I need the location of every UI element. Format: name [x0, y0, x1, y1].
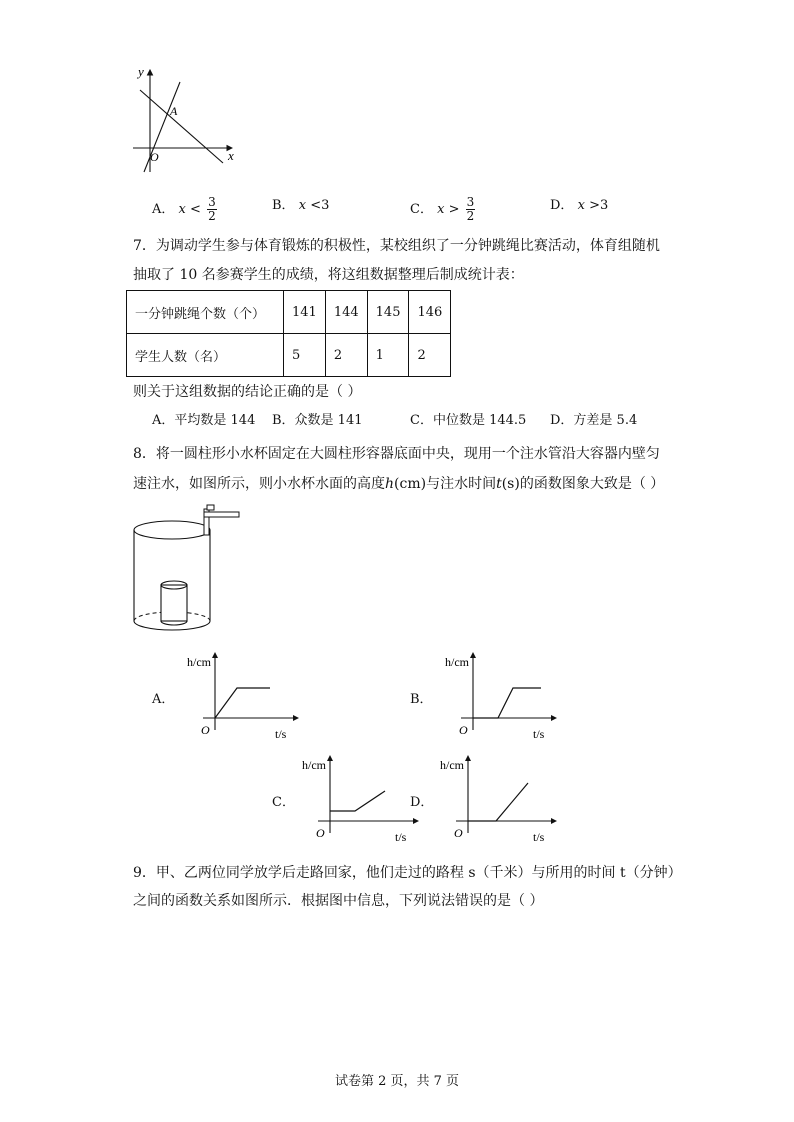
table-cell: 5	[284, 334, 326, 377]
q9-stem-line2: 之间的函数关系如图所示．根据图中信息，下列说法错误的是（ ）	[133, 893, 544, 909]
q6-option-b[interactable]: B． x <3	[272, 198, 330, 213]
y-axis-label: h/cm	[445, 655, 469, 669]
q6-option-a[interactable]: A． x < $\frac{3}{2}$	[152, 195, 216, 223]
table-header-cell: 一分钟跳绳个数（个）	[127, 291, 284, 334]
q6-coordinate-figure	[128, 60, 248, 175]
y-axis-label: h/cm	[302, 758, 326, 772]
x-axis-label: t/s	[533, 830, 545, 844]
x-axis-label: x	[228, 148, 234, 163]
origin-label: O	[150, 150, 159, 164]
y-axis-arrow	[470, 652, 476, 658]
q6-option-c[interactable]: C． x > $\frac{3}{2}$	[410, 195, 475, 223]
table-cell: 144	[325, 291, 367, 334]
function-line	[468, 783, 528, 821]
q7-option-c[interactable]: C．中位数是 144.5	[410, 413, 527, 428]
x-axis-label: t/s	[395, 830, 407, 844]
point-a-label: A	[170, 104, 178, 118]
fraction: $\frac{3}{2}$	[466, 195, 475, 223]
fraction: $\frac{3}{2}$	[208, 195, 216, 223]
q8-option-b-letter[interactable]: B．	[410, 692, 433, 707]
origin-label: O	[459, 723, 468, 737]
y-axis-arrow	[327, 755, 333, 761]
table-cell: 1	[367, 334, 409, 377]
y-axis-label: y	[138, 64, 144, 79]
origin-label: O	[201, 723, 210, 737]
table-row	[127, 334, 451, 377]
y-axis-arrow	[465, 755, 471, 761]
container-illustration	[125, 503, 250, 638]
table-cell: 2	[325, 334, 367, 377]
table-cell: 141	[284, 291, 326, 334]
origin-label: O	[454, 826, 463, 840]
origin-label: O	[316, 826, 325, 840]
x-axis-label: t/s	[533, 727, 545, 741]
q7-question: 则关于这组数据的结论正确的是（ ）	[133, 384, 362, 400]
table-cell: 146	[409, 291, 451, 334]
function-line	[330, 791, 385, 811]
q8-option-d-letter[interactable]: D．	[410, 795, 434, 810]
q8-option-a-letter[interactable]: A．	[152, 692, 175, 707]
q8-stem-line1: 8．将一圆柱形小水杯固定在大圆柱形容器底面中央，现用一个注水管沿大容器内壁匀	[133, 446, 660, 462]
y-axis-arrow	[212, 652, 218, 658]
table-cell: 145	[367, 291, 409, 334]
table-row	[127, 291, 451, 334]
q7-option-a[interactable]: A．平均数是 144	[152, 413, 256, 428]
function-line	[473, 688, 541, 718]
x-axis-arrow	[413, 818, 419, 824]
water-pipe	[204, 505, 239, 535]
q7-option-d[interactable]: D．方差是 5.4	[550, 413, 638, 428]
y-axis-label: h/cm	[440, 758, 464, 772]
q7-stats-table	[126, 290, 451, 377]
q7-option-b[interactable]: B．众数是 141	[272, 413, 363, 428]
q8-option-c-letter[interactable]: C．	[272, 795, 295, 810]
q6-option-d[interactable]: D． x >3	[550, 198, 609, 213]
table-header-cell: 学生人数（名）	[127, 334, 284, 377]
x-axis-arrow	[551, 818, 557, 824]
q8-graph-b[interactable]	[433, 650, 558, 745]
function-line	[215, 688, 270, 718]
y-axis-label: h/cm	[187, 655, 211, 669]
x-axis-label: t/s	[275, 727, 287, 741]
inner-cup	[161, 585, 187, 621]
q9-stem-line1: 9．甲、乙两位同学放学后走路回家，他们走过的路程 s（千米）与所用的时间 t（分钟）	[133, 865, 682, 881]
x-axis-arrow	[293, 715, 299, 721]
q7-stem-line2: 抽取了 10 名参赛学生的成绩，将这组数据整理后制成统计表：	[133, 267, 524, 283]
x-axis-arrow	[551, 715, 557, 721]
q8-stem-line2: 速注水，如图所示，则小水杯水面的高度h(cm)与注水时间t(s)的函数图象大致是（ ）	[133, 476, 665, 492]
q8-graph-c[interactable]	[295, 753, 420, 848]
q8-graph-d[interactable]	[433, 753, 558, 848]
q8-graph-a[interactable]	[175, 650, 300, 745]
table-cell: 2	[409, 334, 451, 377]
page-footer: 试卷第 2 页，共 7 页	[334, 1074, 460, 1089]
q7-stem-line1: 7．为调动学生参与体育锻炼的积极性，某校组织了一分钟跳绳比赛活动，体育组随机	[133, 238, 660, 254]
